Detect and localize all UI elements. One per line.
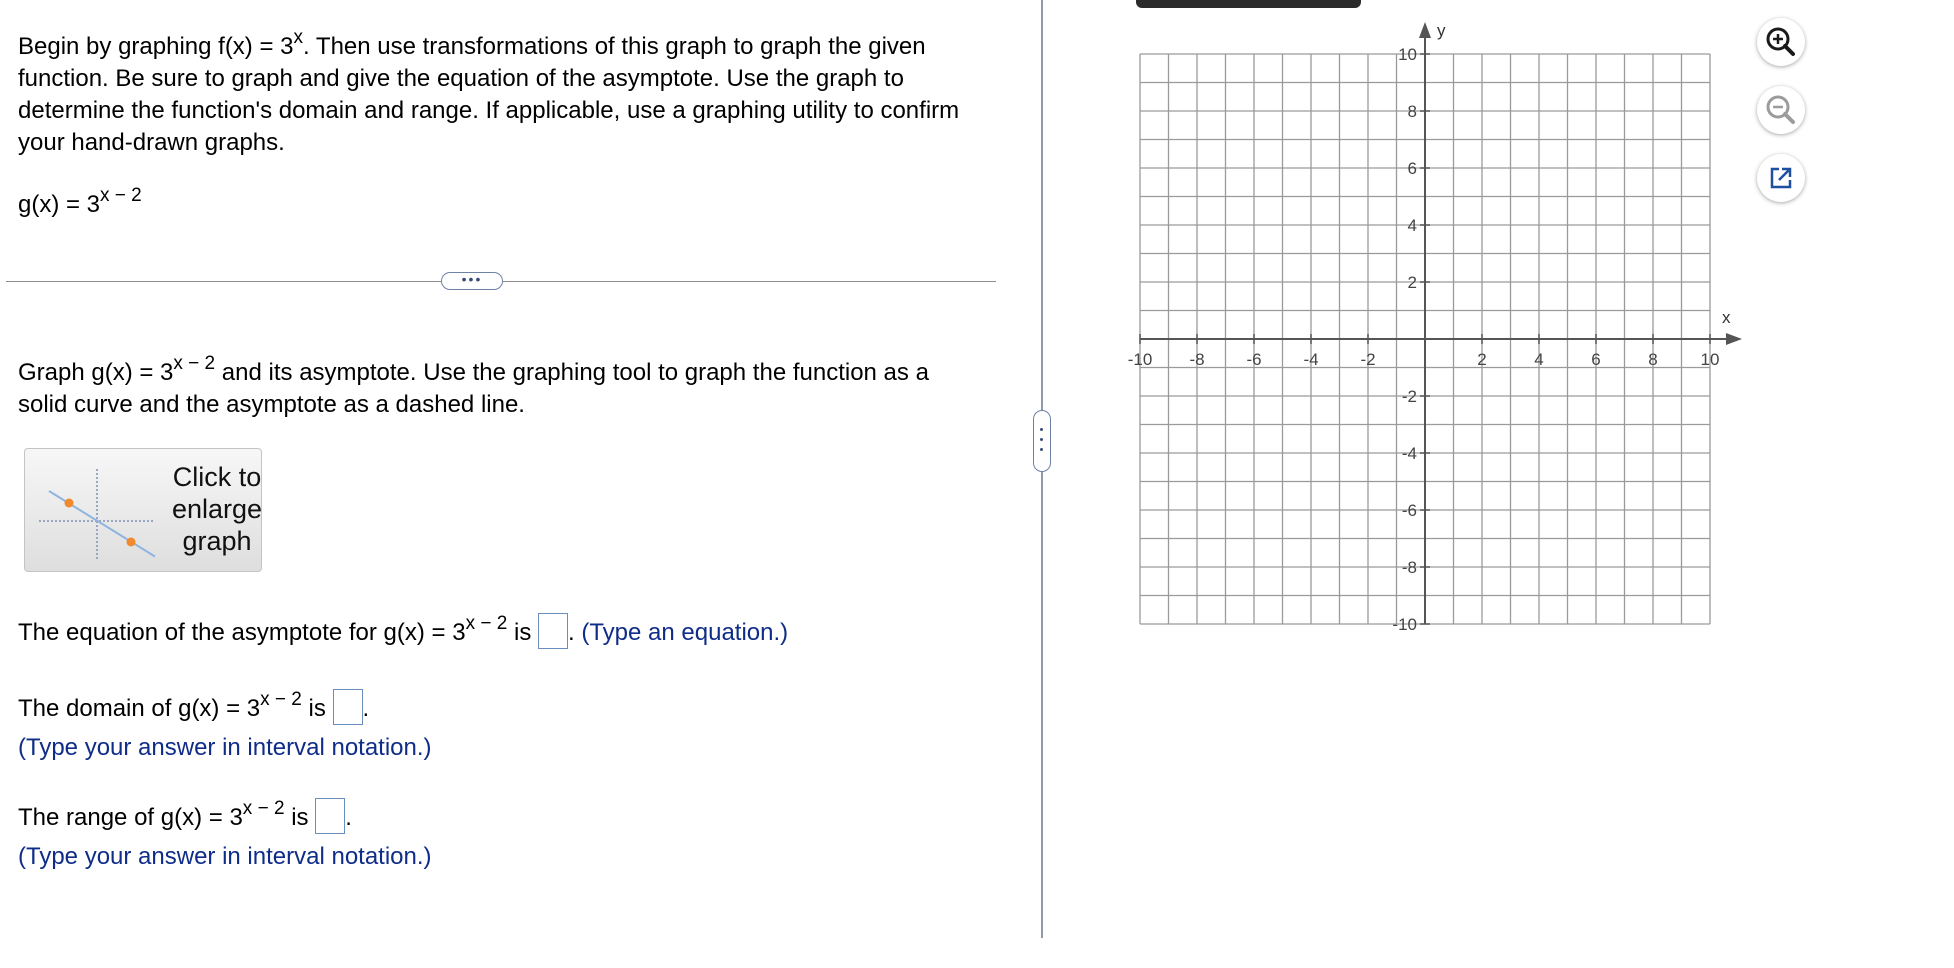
y-axis-arrow [1419, 22, 1431, 38]
asymptote-hint: (Type an equation.) [581, 619, 789, 646]
y-tick-label: 6 [1407, 159, 1417, 178]
range-question: The range of $g(x) = 3^{x - 2}$ is . [18, 795, 352, 837]
x-tick-label: -10 [1127, 350, 1153, 369]
zoom-out-button[interactable] [1757, 86, 1805, 134]
popout-button[interactable] [1757, 154, 1805, 202]
zoom-out-icon [1757, 86, 1805, 134]
y-tick-label: 10 [1398, 45, 1417, 64]
popout-icon [1757, 154, 1805, 202]
domain-question: The domain of $g(x) = 3^{x - 2}$ is . [18, 686, 369, 728]
x-tick-label: 10 [1700, 350, 1720, 369]
y-tick-label: -10 [1392, 615, 1417, 634]
y-axis-label: y [1437, 21, 1446, 40]
y-tick-label: -2 [1401, 387, 1417, 406]
asymptote-question: The equation of the asymptote for $g(x) = 3^{x - 2}$ is . (Type an equation.) [18, 610, 788, 652]
x-axis-label: x [1722, 308, 1731, 327]
function-exponent: x − 2 [100, 185, 142, 206]
enlarge-graph-label: Click to enlarge graph [171, 462, 263, 556]
expand-button[interactable]: ••• [441, 272, 503, 290]
asymptote-answer-input[interactable] [538, 613, 568, 649]
y-tick-label: 8 [1407, 102, 1417, 121]
x-tick-label: 4 [1534, 350, 1544, 369]
x-tick-label: 2 [1477, 350, 1487, 369]
instructions-text-continued: . Then use transformations of this graph to graph the given function. Be sure to graph and give the equation of the asymptote. Use the graph to determine the function's domain and range. If applicable, use a graphing utility to confirm your hand-drawn graphs. [18, 33, 960, 156]
x-tick-label: -8 [1189, 350, 1205, 369]
y-tick-label: 2 [1407, 273, 1417, 292]
zoom-in-button[interactable] [1757, 18, 1805, 66]
y-tick-label: 4 [1407, 216, 1417, 235]
enlarge-graph-button[interactable] [24, 448, 262, 572]
x-axis-arrow [1726, 333, 1742, 345]
x-tick-label: -6 [1246, 350, 1262, 369]
graph-instruction: Graph $g(x) = 3^{x - 2}$ and its asymptote. Use the graphing tool to graph the function as a solid curve and the asymptote as a dashed line. [18, 353, 929, 418]
instructions-text: Begin by graphing f(x) = 3 [18, 33, 294, 60]
instructions-exponent: x [293, 27, 303, 48]
y-tick-label: -6 [1401, 501, 1417, 520]
zoom-in-icon [1757, 18, 1805, 66]
range-answer-input[interactable] [315, 798, 345, 834]
graphing-area[interactable] [1120, 16, 1760, 636]
y-tick-label: -4 [1401, 444, 1417, 463]
panel-resize-handle[interactable] [1033, 410, 1051, 472]
domain-hint: (Type your answer in interval notation.) [18, 734, 432, 761]
x-tick-label: -2 [1360, 350, 1376, 369]
x-tick-label: -4 [1303, 350, 1319, 369]
graph-toolbar-tab[interactable] [1136, 0, 1361, 8]
y-tick-label: -8 [1401, 558, 1417, 577]
x-tick-label: 6 [1591, 350, 1601, 369]
instructions [18, 24, 978, 159]
range-hint: (Type your answer in interval notation.) [18, 843, 432, 870]
x-tick-label: 8 [1648, 350, 1658, 369]
function-label: $g(x) = 3^{x - 2}$ [18, 185, 142, 218]
domain-answer-input[interactable] [333, 689, 363, 725]
